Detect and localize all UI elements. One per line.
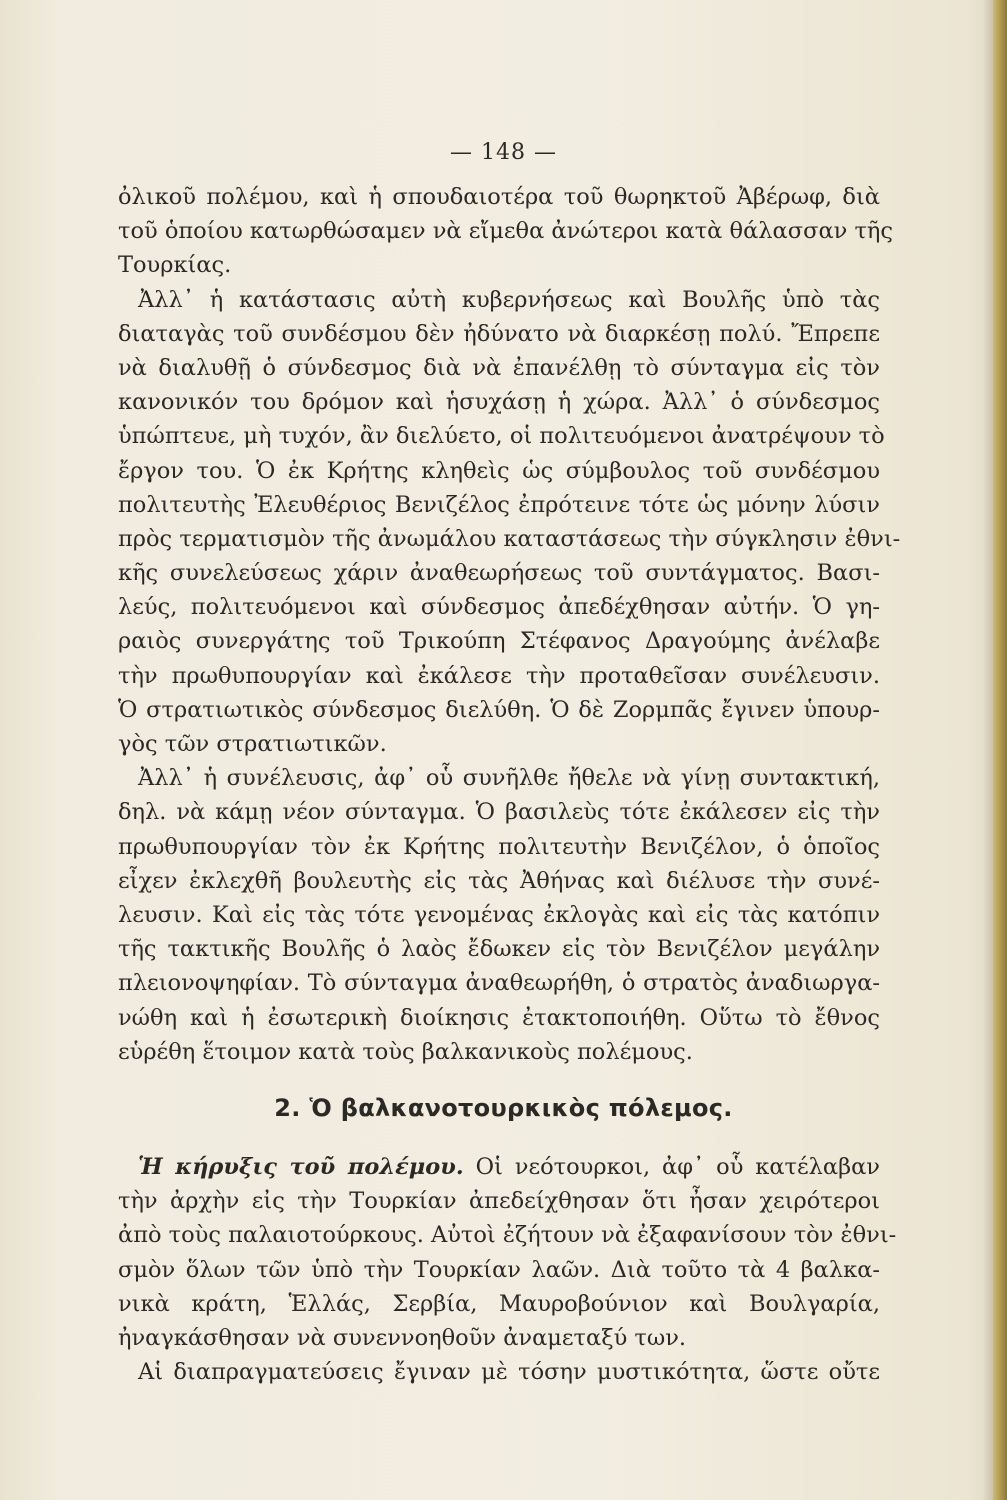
text-line: τὴν ἀρχὴν εἰς τὴν Τουρκίαν ἀπεδείχθησαν ὅτι ἦσαν χειρότεροι <box>118 1188 880 1215</box>
text-line: Ἀλλ᾽ ἡ κατάστασις αὐτὴ κυβερνήσεως καὶ Βουλῆς ὑπὸ τὰς <box>138 286 880 313</box>
spine-shadow <box>983 0 993 1500</box>
text-line: ἠναγκάσθησαν νὰ συνεννοηθοῦν ἀναμεταξύ των. <box>118 1324 687 1351</box>
text-line: πρωθυπουργίαν τὸν ἐκ Κρήτης πολιτευτὴν Βενιζέλον, ὁ ὁποῖος <box>118 833 880 860</box>
section-heading: 2. Ὁ βαλκανοτουρκικὸς πόλεμος. <box>274 1094 733 1122</box>
text-line: τὴν πρωθυπουργίαν καὶ ἐκάλεσε τὴν προταθεῖσαν συνέλευσιν. <box>118 662 880 689</box>
text-line: ἔργον του. Ὁ ἐκ Κρήτης κληθεὶς ὡς σύμβουλος τοῦ συνδέσμου <box>118 457 880 484</box>
page-number: — 148 — <box>450 140 557 165</box>
text-line: σμὸν ὅλων τῶν ὑπὸ τὴν Τουρκίαν λαῶν. Διὰ τοῦτο τὰ 4 βαλκα- <box>118 1256 880 1283</box>
text-line: δηλ. νὰ κάμῃ νέον σύνταγμα. Ὁ βασιλεὺς τότε ἐκάλεσεν εἰς τὴν <box>118 799 880 826</box>
text-line: νώθη καὶ ἡ ἐσωτερικὴ διοίκησις ἐτακτοποιήθη. Οὕτω τὸ ἔθνος <box>118 1004 880 1031</box>
text-line: εὑρέθη ἕτοιμον κατὰ τοὺς βαλκανικοὺς πολέμους. <box>118 1038 693 1065</box>
text-line: Ἀλλ᾽ ἡ συνέλευσις, ἀφ᾽ οὗ συνῆλθε ἤθελε νὰ γίνῃ συντακτική, <box>138 765 880 792</box>
text-line: κανονικόν του δρόμον καὶ ἡσυχάσῃ ἡ χώρα. Ἀλλ᾽ ὁ σύνδεσμος <box>118 389 880 416</box>
text-line: πλειονοψηφίαν. Τὸ σύνταγμα ἀναθεωρήθη, ὁ στρατὸς ἀναδιωργα- <box>118 970 880 997</box>
main-text-block <box>118 180 901 1069</box>
paragraph-lead-title: Ἡ κήρυξις τοῦ πολέμου. <box>138 1154 464 1180</box>
paragraph-lead-rest: Οἱ νεότουρκοι, ἀφ᾽ οὗ κατέλαβαν <box>475 1154 880 1180</box>
text-line: εἶχεν ἐκλεχθῆ βουλευτὴς εἰς τὰς Ἀθήνας καὶ διέλυσε τὴν συνέ- <box>118 867 880 894</box>
text-line: Αἱ διαπραγματεύσεις ἔγιναν μὲ τόσην μυστικότητα, ὥστε οὔτε <box>138 1359 880 1386</box>
text-line: λευσιν. Καὶ εἰς τὰς τότε γενομένας ἐκλογὰς καὶ εἰς τὰς κατόπιν <box>118 901 880 928</box>
text-line: τοῦ ὁποίου κατωρθώσαμεν νὰ εἴμεθα ἀνώτεροι κατὰ θάλασσαν τῆς <box>118 218 893 245</box>
text-line: ἀπὸ τοὺς παλαιοτούρκους. Αὐτοὶ ἐζήτουν νὰ ἐξαφανίσουν τὸν ἐθνι- <box>118 1222 897 1249</box>
text-line: πρὸς τερματισμὸν τῆς ἀνωμάλου καταστάσεως τὴν σύγκλησιν ἐθνι- <box>118 525 901 552</box>
text-line: διαταγὰς τοῦ συνδέσμου δὲν ἠδύνατο νὰ διαρκέσῃ πολύ. Ἔπρεπε <box>118 320 880 347</box>
text-line: νὰ διαλυθῇ ὁ σύνδεσμος διὰ νὰ ἐπανέλθῃ τὸ σύνταγμα εἰς τὸν <box>118 354 880 381</box>
text-line: νικὰ κράτη, Ἑλλάς, Σερβία, Μαυροβούνιον καὶ Βουλγαρία, <box>118 1290 880 1317</box>
text-line: ραιὸς συνεργάτης τοῦ Τρικούπη Στέφανος Δραγούμης ἀνέλαβε <box>118 628 880 655</box>
text-line: λεύς, πολιτευόμενοι καὶ σύνδεσμος ἀπεδέχθησαν αὐτήν. Ὁ γη- <box>118 594 880 621</box>
text-line: γὸς τῶν στρατιωτικῶν. <box>118 731 387 757</box>
text-line: κῆς συνελεύσεως χάριν ἀναθεωρήσεως τοῦ συντάγματος. Βασι- <box>118 560 880 587</box>
text-line-with-lead <box>118 1150 880 1184</box>
text-line: τῆς τακτικῆς Βουλῆς ὁ λαὸς ἔδωκεν εἰς τὸν Βενιζέλον μεγάλην <box>118 936 880 963</box>
section-text-block <box>118 1150 897 1389</box>
text-line: ὀλικοῦ πολέμου, καὶ ἡ σπουδαιοτέρα τοῦ θωρηκτοῦ Ἀβέρωφ, διὰ <box>118 184 880 210</box>
book-spine-edge <box>993 0 1007 1500</box>
text-line: Ὁ στρατιωτικὸς σύνδεσμος διελύθη. Ὁ δὲ Ζορμπᾶς ἔγινεν ὑπουρ- <box>118 696 880 723</box>
text-line: Τουρκίας. <box>118 252 232 279</box>
text-line: ὑπώπτευε, μὴ τυχόν, ἂν διελύετο, οἱ πολιτευόμενοι ἀνατρέψουν τὸ <box>118 423 885 450</box>
text-line: πολιτευτὴς Ἐλευθέριος Βενιζέλος ἐπρότεινε τότε ὡς μόνην λύσιν <box>118 491 880 518</box>
